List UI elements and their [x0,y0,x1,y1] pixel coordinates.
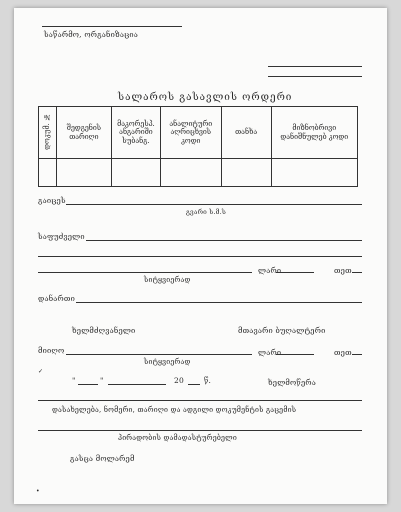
year-suffix: წ. [204,376,212,385]
signature-label: ხელმოწერა [268,378,316,387]
date-day-field[interactable] [78,384,98,385]
col-analytic-code: ანალიტური აღრიცხვის კოდი [160,107,221,159]
col-amount: თანხა [221,107,271,159]
organization-label: საწარმო, ორგანიზაცია [44,30,138,39]
table-cell[interactable] [56,159,111,187]
received-field[interactable] [66,354,252,355]
identity-doc-field[interactable] [38,430,362,431]
col-doc-number [39,107,57,159]
date-quote-close: " [100,376,104,385]
attachment-label: დანართი [38,294,75,303]
basis-field-2[interactable] [38,256,362,257]
in-words-label: სიტყვიერად [144,276,191,284]
top-right-rule-1 [268,66,362,67]
corner-mark: ✓ [38,368,44,375]
issue-field[interactable] [66,204,362,205]
identity-doc-label: პირადობის დამადასტურებელი [118,434,237,442]
lari-label-2: ლარი [258,348,282,357]
table-cell[interactable] [160,159,221,187]
basis-label: საფუძველი [38,232,85,241]
basis-field[interactable] [86,240,362,241]
tetri-field-2[interactable] [352,354,362,355]
tetri-field[interactable] [352,272,362,273]
col-date: შედგენის თარიღი [56,107,111,159]
lari-label: ლარი [258,266,282,275]
header-table [38,106,358,187]
col-corresp-account: მაკორესპ. ანგარიში სუბანგ. [112,107,161,159]
id-document-label: დასახელება, ნომერი, თარიღი და ადგილი დოკუმენტის გაცემის [52,406,297,414]
cash-expense-order-form [14,8,387,504]
date-month-field[interactable] [108,384,166,385]
date-quote-open: " [72,376,76,385]
amount-words-field[interactable] [38,272,252,273]
table-cell[interactable] [39,159,57,187]
in-words-label-2: სიტყვიერად [144,358,191,366]
form-title: სალაროს გასავლის ორდერი [118,92,293,103]
cashier-label: გასცა მოლარემ [70,454,135,463]
head-label: ხელმძღვანელი [72,326,136,335]
table-cell[interactable] [221,159,271,187]
top-right-rule-2 [268,76,362,77]
col-purpose-code: მიზნობრივი დანიშნულებ კოდი [271,107,357,159]
tetri-label: თეთ. [334,266,355,275]
id-document-field[interactable] [38,400,362,401]
lari-field[interactable] [276,272,314,273]
table-cell[interactable] [112,159,161,187]
table-row [39,159,358,187]
date-year-field[interactable] [188,384,200,385]
year-prefix: 20 [174,376,184,385]
attachment-field[interactable] [76,302,362,303]
top-rule [42,26,182,27]
name-hint: გვარი ს.მ.ს [186,208,227,216]
bottom-dot: • [36,488,40,495]
issue-label: გაიცეს [38,196,66,205]
chief-accountant-label: მთავარი ბუღალტერი [238,326,326,335]
tetri-label-2: თეთ. [334,348,355,357]
col-doc-number-label: დოკუმ. № [43,113,52,150]
table-cell[interactable] [271,159,357,187]
received-label: მიიღო [38,346,65,355]
lari-field-2[interactable] [276,354,314,355]
